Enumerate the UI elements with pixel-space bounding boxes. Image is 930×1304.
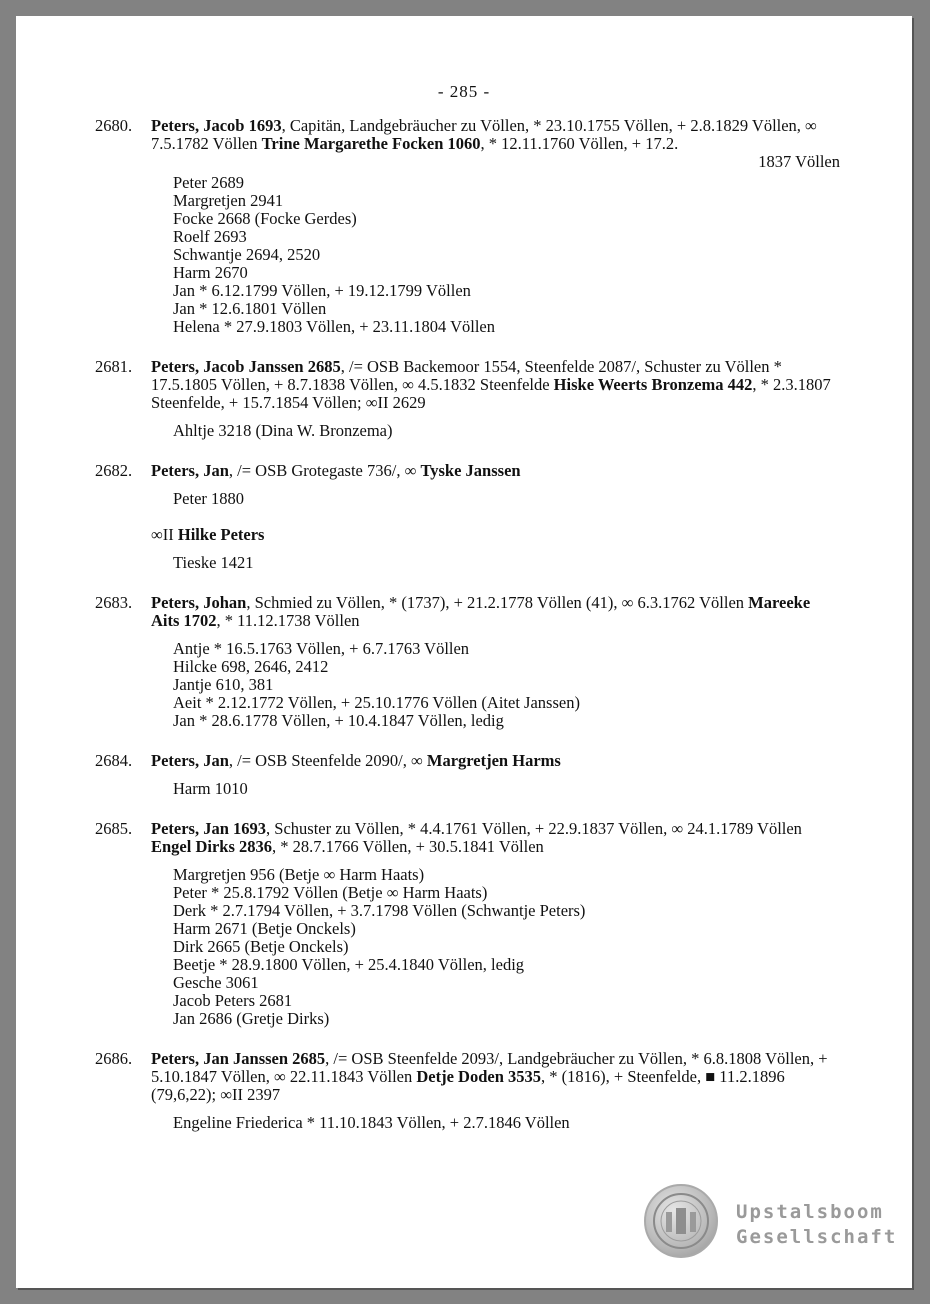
child-item: Jan * 28.6.1778 Völlen, + 10.4.1847 Völlen, ledig (173, 711, 504, 730)
child-item: Aeit * 2.12.1772 Völlen, + 25.10.1776 Völlen (Aitet Janssen) (173, 693, 580, 712)
person-name: Margretjen Harms (426, 751, 561, 770)
entry-head-continuation: 1837 Völlen (758, 152, 840, 171)
entry (16, 462, 912, 572)
entry-text: , /= OSB Backemoor 1554, Steenfelde 2087/, Schuster zu Völlen * 17.5.1805 Völlen, + 8.7.1838 Völlen, ∞ 4.5.1832 Steenfelde (151, 357, 782, 394)
person-name: Detje Doden 3535 (416, 1067, 542, 1086)
entry-number: 2683. (95, 593, 133, 612)
child-item: Harm 2670 (173, 263, 248, 282)
person-name: Mareeke Aits 1702 (151, 593, 811, 630)
child-item: Jan 2686 (Gretje Dirks) (173, 1009, 330, 1028)
entry-number: 2680. (95, 116, 133, 135)
child-item: Engeline Friederica * 11.10.1843 Völlen, + 2.7.1846 Völlen (173, 1113, 570, 1132)
person-name: Peters, Jan Janssen 2685 (151, 1049, 326, 1068)
entry-number: 2684. (95, 751, 133, 770)
entry-number: 2686. (95, 1049, 133, 1068)
logo-line-2: Gesellschaft (736, 1226, 898, 1248)
child-item: Dirk 2665 (Betje Onckels) (173, 937, 349, 956)
entry-head (16, 117, 912, 153)
entry-text: , /= OSB Steenfelde 2093/, Landgebräucher zu Völlen, * 6.8.1808 Völlen, + 5.10.1847 Völlen, ∞ 22.11.1843 Völlen (151, 1049, 828, 1086)
seal-icon (644, 1184, 718, 1258)
person-name: Peters, Jan (151, 461, 229, 480)
entry-text: , /= OSB Steenfelde 2090/, ∞ (228, 751, 427, 770)
person-name: Hiske Weerts Bronzema 442 (553, 375, 753, 394)
entry-text: , Schuster zu Völlen, * 4.4.1761 Völlen, + 22.9.1837 Völlen, ∞ 24.1.1789 Völlen (266, 819, 802, 838)
person-name: Peters, Johan (151, 593, 247, 612)
entry-text: , * 12.11.1760 Völlen, + 17.2. (480, 134, 679, 153)
person-name: Peters, Jacob 1693 (151, 116, 282, 135)
children-list (16, 780, 912, 798)
entry-head (16, 820, 912, 856)
person-name: Tyske Janssen (420, 461, 521, 480)
children-list (16, 554, 912, 572)
child-item: Hilcke 698, 2646, 2412 (173, 657, 329, 676)
children-list (16, 866, 912, 1028)
children-list (16, 422, 912, 440)
children-list (16, 1114, 912, 1132)
entry (16, 117, 912, 336)
child-item: Schwantje 2694, 2520 (173, 245, 321, 264)
marriage-marker: ∞II (151, 525, 174, 544)
entry (16, 1050, 912, 1132)
entry-head (16, 1050, 912, 1104)
child-item: Helena * 27.9.1803 Völlen, + 23.11.1804 Völlen (173, 317, 496, 336)
child-item: Roelf 2693 (173, 227, 247, 246)
entry-number: 2682. (95, 461, 133, 480)
page-number: - 285 - (437, 82, 491, 101)
entry-text: , Schmied zu Völlen, * (1737), + 21.2.1778 Völlen (41), ∞ 6.3.1762 Völlen (246, 593, 749, 612)
entry-number: 2685. (95, 819, 133, 838)
person-name: Peters, Jacob Janssen 2685 (151, 357, 341, 376)
entry (16, 594, 912, 730)
entry (16, 752, 912, 798)
entry-text: , * 2.3.1807 Steenfelde, + 15.7.1854 Völlen; ∞II 2629 (151, 375, 831, 412)
child-item: Beetje * 28.9.1800 Völlen, + 25.4.1840 Völlen, ledig (173, 955, 525, 974)
entry-text: , * 28.7.1766 Völlen, + 30.5.1841 Völlen (272, 837, 544, 856)
child-item: Derk * 2.7.1794 Völlen, + 3.7.1798 Völlen (Schwantje Peters) (173, 901, 586, 920)
person-name: Engel Dirks 2836 (151, 837, 273, 856)
entry (16, 358, 912, 440)
entry-text: , * 11.12.1738 Völlen (216, 611, 360, 630)
entries-list (16, 117, 912, 1154)
entry-text: , Capitän, Landgebräucher zu Völlen, * 23.10.1755 Völlen, + 2.8.1829 Völlen, ∞ 7.5.1782 Völlen (151, 116, 817, 153)
child-item: Peter 2689 (173, 173, 245, 192)
child-item: Focke 2668 (Focke Gerdes) (173, 209, 357, 228)
society-seal (644, 1184, 718, 1258)
child-item: Margretjen 956 (Betje ∞ Harm Haats) (173, 865, 425, 884)
entry-head (16, 594, 912, 630)
logo-line-1: Upstalsboom (736, 1201, 884, 1223)
child-item: Harm 2671 (Betje Onckels) (173, 919, 356, 938)
child-item: Peter 1880 (173, 489, 245, 508)
person-name: Hilke Peters (177, 525, 265, 544)
child-item: Jantje 610, 381 (173, 675, 274, 694)
entry-text: , /= OSB Grotegaste 736/, ∞ (228, 461, 421, 480)
entry-head (16, 462, 912, 480)
entry (16, 820, 912, 1028)
child-item: Jacob Peters 2681 (173, 991, 293, 1010)
children-list (16, 640, 912, 730)
child-item: Ahltje 3218 (Dina W. Bronzema) (173, 421, 393, 440)
child-item: Harm 1010 (173, 779, 248, 798)
entry-number: 2681. (95, 357, 133, 376)
child-item: Gesche 3061 (173, 973, 259, 992)
document-page (16, 16, 912, 1288)
child-item: Antje * 16.5.1763 Völlen, + 6.7.1763 Völlen (173, 639, 470, 658)
person-name: Peters, Jan (151, 751, 229, 770)
person-name: Trine Margarethe Focken 1060 (261, 134, 481, 153)
society-logo-text (736, 1200, 897, 1250)
child-item: Tieske 1421 (173, 553, 254, 572)
person-name: Peters, Jan 1693 (151, 819, 267, 838)
child-item: Peter * 25.8.1792 Völlen (Betje ∞ Harm Haats) (173, 883, 488, 902)
entry-head (16, 752, 912, 770)
entry-head (16, 358, 912, 412)
child-item: Jan * 12.6.1801 Völlen (173, 299, 327, 318)
second-marriage (16, 526, 912, 544)
children-list (16, 490, 912, 508)
child-item: Margretjen 2941 (173, 191, 284, 210)
child-item: Jan * 6.12.1799 Völlen, + 19.12.1799 Völlen (173, 281, 471, 300)
children-list (16, 174, 912, 336)
entry-text: , * (1816), + Steenfelde, ■ 11.2.1896 (79,6,22); ∞II 2397 (151, 1067, 785, 1104)
